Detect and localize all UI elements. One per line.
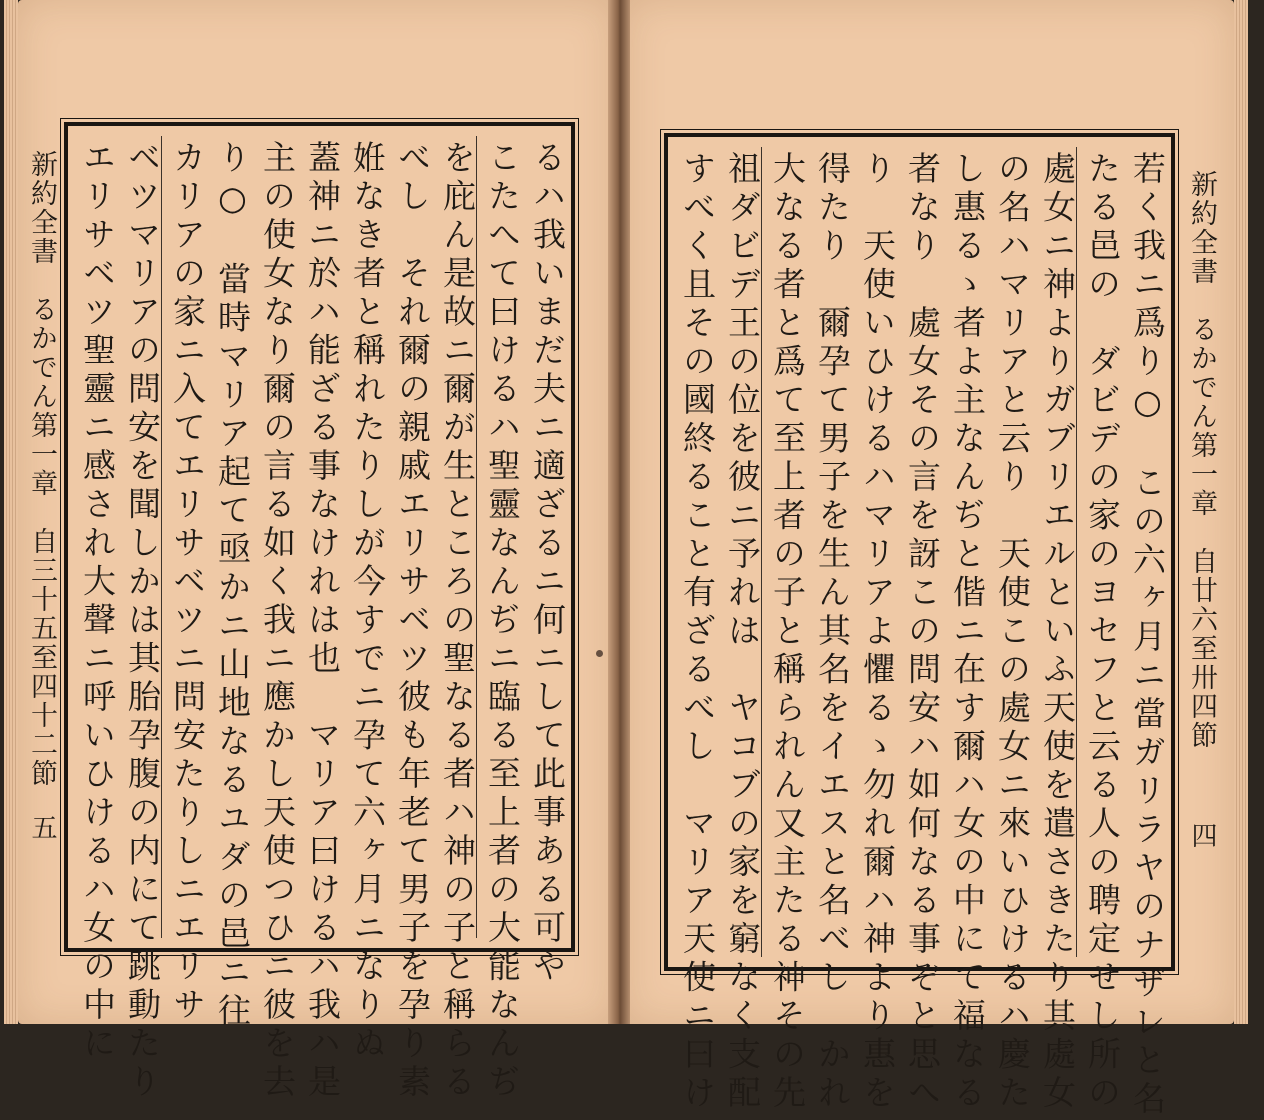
book-gutter [608, 0, 630, 1024]
text-column: るハ我いまだ夫ニ適ざるニ何ニして此事ある可や [528, 140, 567, 987]
text-column: 得たり 爾孕て男子を生ん其名をイエスと名べし かれ [813, 151, 852, 1114]
text-column: 姙なき者と稱れたりしが今すでニ孕て六ヶ月ニなりぬ [348, 140, 387, 1064]
text-column: の名ハマリアと云り 天使この處女ニ來いひけるハ慶た [993, 151, 1032, 1114]
text-column: り 天使いひけるハマリアよ懼るゝ勿れ爾ハ神より惠を [858, 151, 897, 1114]
text-column: り○ 當時マリア起て亟かニ山地なるユダの邑ニ往 [213, 140, 252, 1032]
text-column: 祖ダビデ王の位を彼ニ予れは ヤコブの家を窮なく支配 [723, 151, 762, 1114]
text-column: 若く我ニ爲り○ この六ヶ月ニ當ガリラヤのナザレと名 [1128, 151, 1167, 1120]
text-column: 主の使女なり爾の言る如く我ニ應かし天使つひニ彼を去 [258, 140, 297, 1103]
text-column: 者なり 處女その言を訝この問安ハ如何なる事ぞと思へ [903, 151, 942, 1114]
column-rule [1076, 147, 1077, 957]
text-column: し惠るゝ者よ主なんぢと偕ニ在す爾ハ女の中にて福なる [948, 151, 987, 1114]
page-edges-right [1234, 0, 1248, 1024]
column-rule [161, 136, 162, 938]
right-text-frame [664, 133, 1175, 1120]
column-rule [476, 136, 477, 938]
text-column: 大なる者と爲て至上者の子と稱られん又主たる神その先 [768, 151, 807, 1114]
left-page-running-header: 新約全書 るかでん第一章 自三十五至四十二節 [26, 150, 57, 788]
text-column: 處女ニ神よりガブリエルといふ天使を遣さきたり其處女 [1038, 151, 1077, 1114]
text-column: カリアの家ニ入てエリサベツニ問安たりしニエリサ [168, 140, 207, 1026]
text-column: を庇ん是故ニ爾が生ところの聖なる者ハ神の子と稱らる [438, 140, 477, 1103]
text-column: ベツマリアの問安を聞しかは其胎孕腹の内にて跳動たり [123, 140, 162, 1103]
left-text-frame [64, 122, 575, 1103]
text-column: たる邑の ダビデの家のヨセフと云る人の聘定せし所の [1083, 151, 1122, 1114]
right-page-running-header: 新約全書 るかでん第一章 自廿六至卅四節 [1186, 170, 1217, 750]
text-column: エリサベツ聖靈ニ感され大聲ニ呼いひけるハ女の中に [78, 140, 117, 1064]
text-column: 蓋神ニ於ハ能ざる事なけれは也 マリア曰けるハ我ハ是 [303, 140, 342, 1103]
text-column: すべく且その國終ること有ざるべし マリア天使ニ曰け [678, 151, 717, 1114]
column-rule [761, 147, 762, 957]
page-edges-left [4, 0, 18, 1024]
text-column: こたへて曰けるハ聖靈なんぢニ臨る至上者の大能なんぢ [483, 140, 522, 1103]
left-page-folio: 五 [27, 814, 57, 840]
text-column: べし それ爾の親戚エリサベツ彼も年老て男子を孕り素 [393, 140, 432, 1103]
ink-spot [596, 650, 603, 657]
right-page-folio: 四 [1187, 822, 1217, 848]
